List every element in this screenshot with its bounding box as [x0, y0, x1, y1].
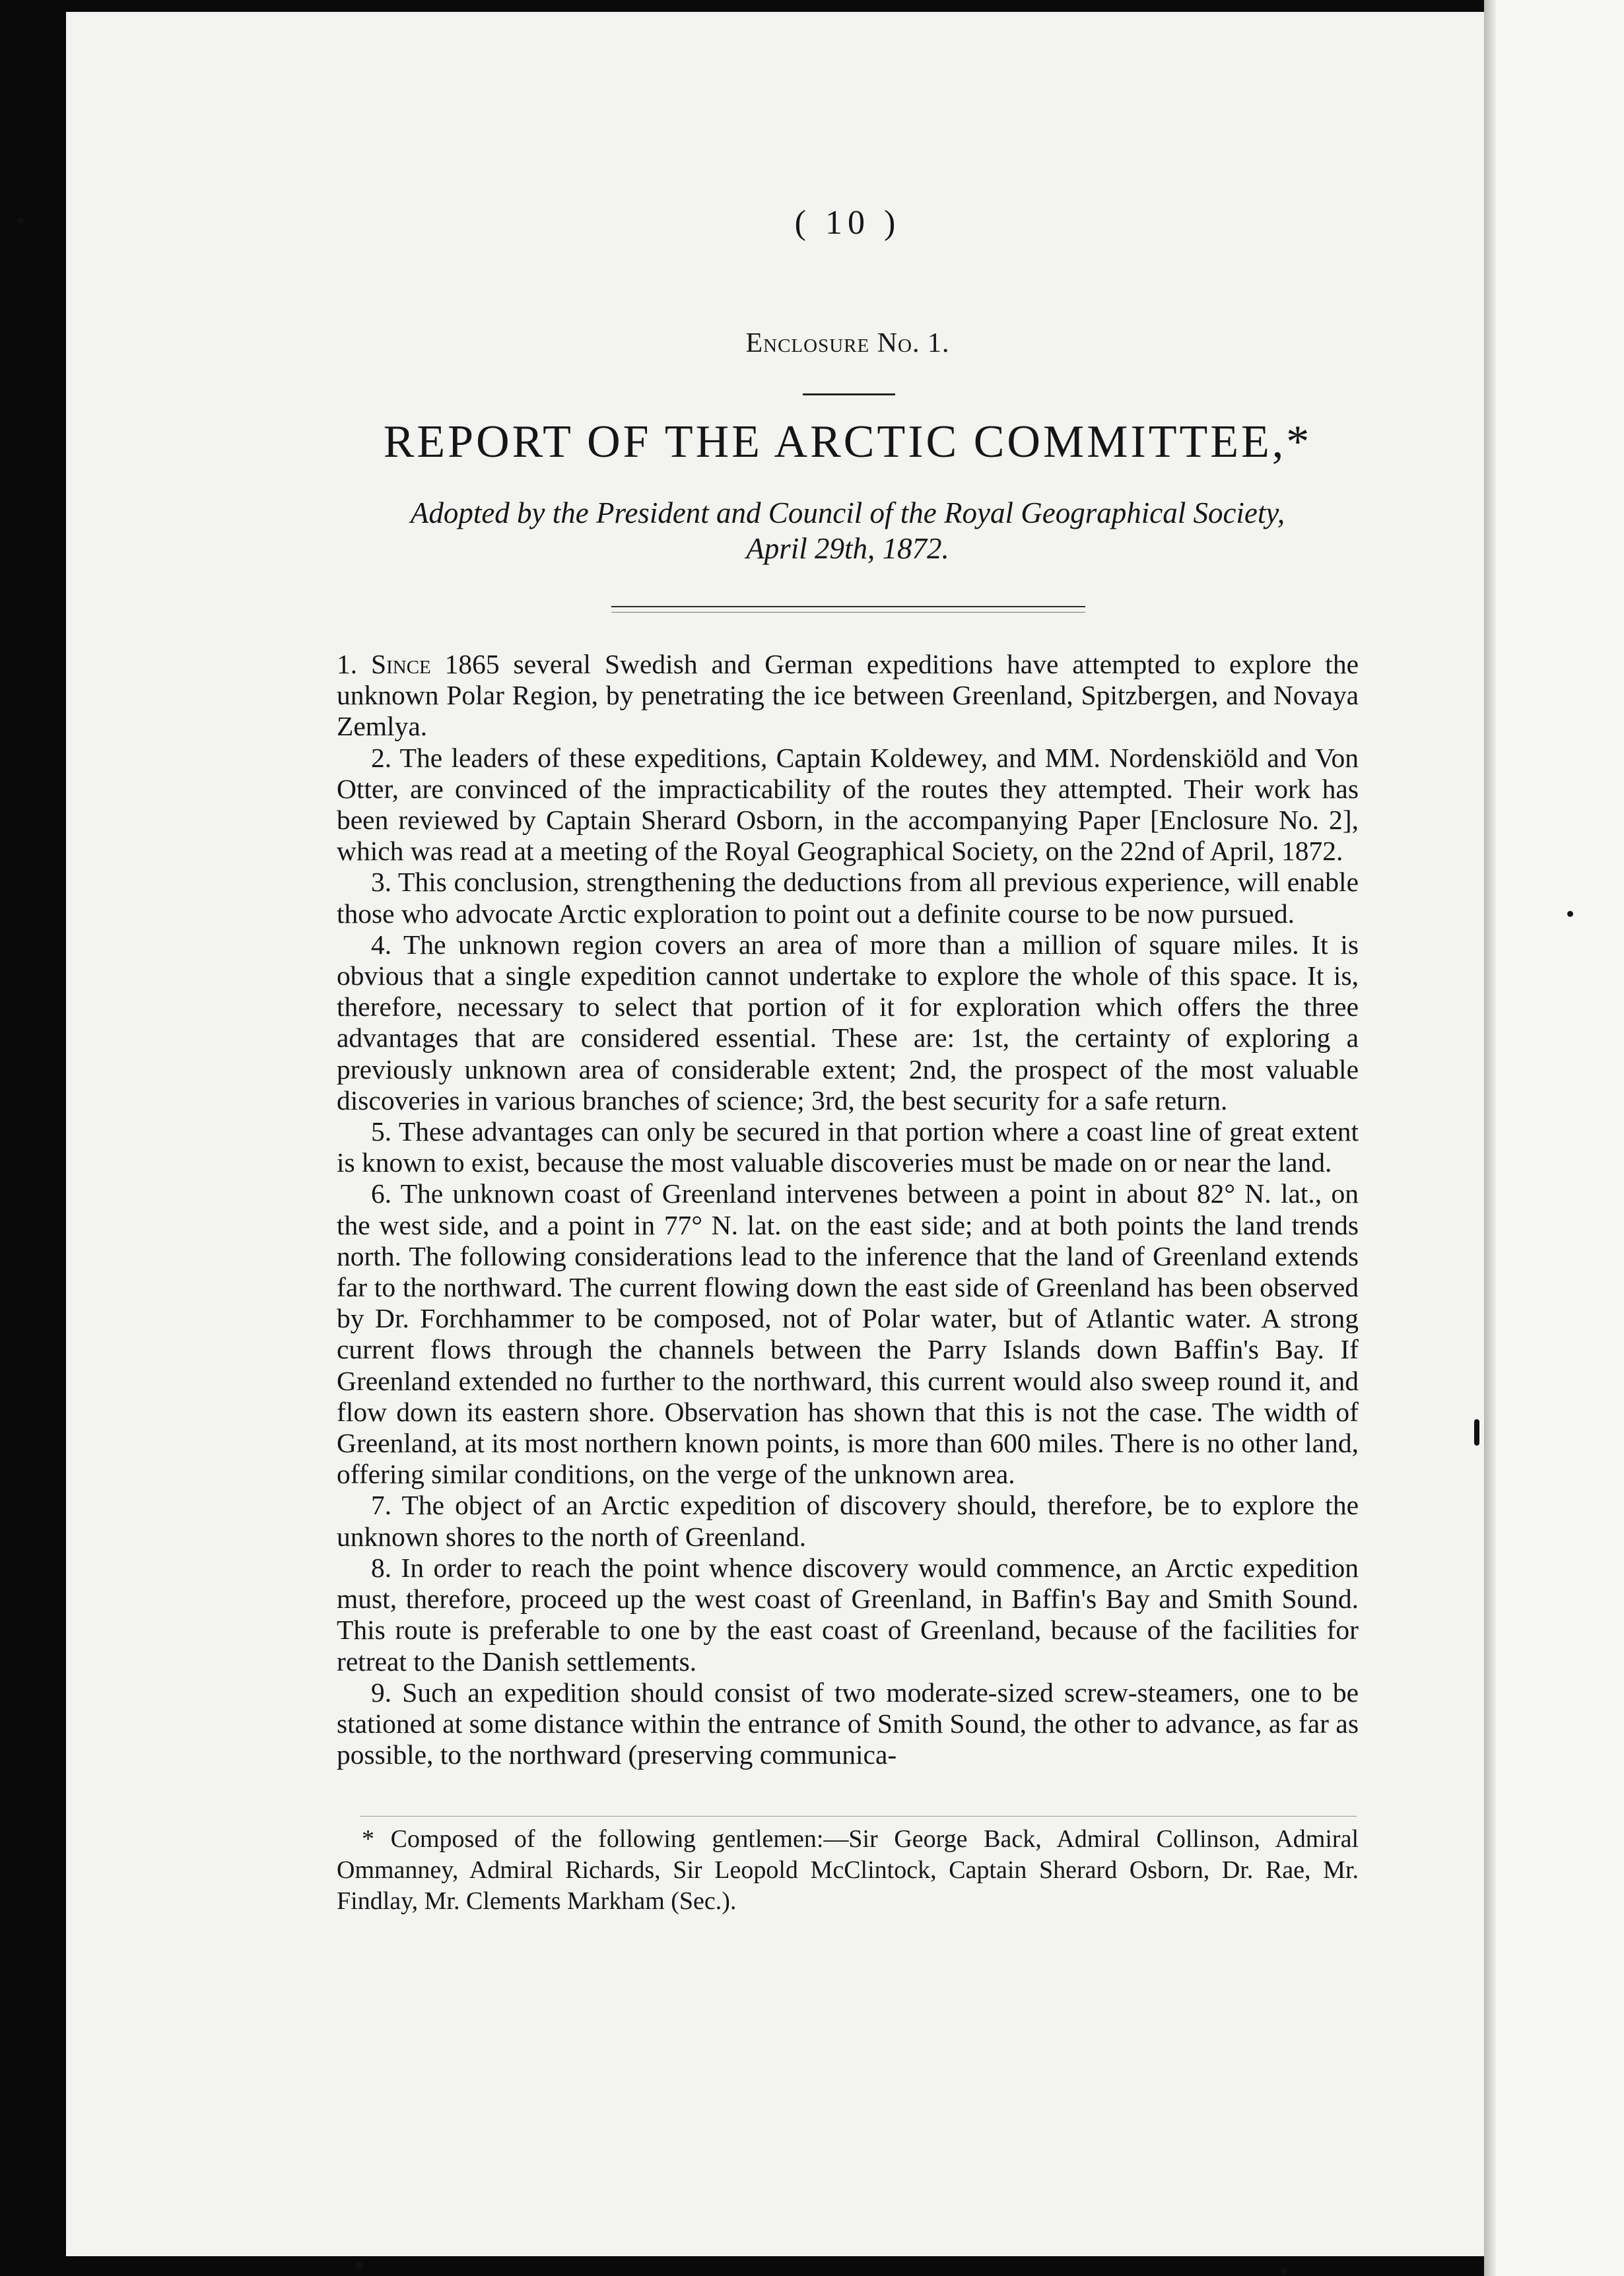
adjacent-page	[1496, 0, 1624, 2276]
subtitle-line-1: Adopted by the President and Council of the Royal Geographical Society,	[410, 496, 1285, 529]
paragraph-4: 4. The unknown region covers an area of more than a million of square miles. It is obvious that a single expedition cannot undertake to explore the whole of this space. It is, therefore, necessary to select that portion of it for exploration which offers the three advantages that are considered essential. These are: 1st, the certainty of exploring a previously unknown area of considerable extent; 2nd, the prospect of the most valuable discoveries in various branches of science; 3rd, the best security for a safe return.	[337, 929, 1359, 1116]
scan-speck	[355, 2261, 363, 2269]
short-divider	[803, 393, 895, 395]
page-edge-shadow	[1484, 0, 1496, 2276]
scan-speck	[1281, 2268, 1287, 2274]
scan-speck	[1567, 911, 1573, 917]
paragraph-3: 3. This conclusion, strengthening the deductions from all previous experience, will enable those who advocate Arctic exploration to point out a definite course to be now pursued.	[337, 867, 1359, 929]
page-number: ( 10 )	[794, 204, 901, 242]
paragraph-9: 9. Such an expedition should consist of two moderate-sized screw-steamers, one to be stationed at some distance within the entrance of Smith Sound, the other to advance, as far as possible, to the northward (preserving communica-	[337, 1677, 1359, 1770]
footnote-text: * Composed of the following gentlemen:—Sir George Back, Admiral Collinson, Admiral Ommanney, Admiral Richards, Sir Leopold McClintock, Captain Sherard Osborn, Dr. Rae, Mr. Findlay, Mr. Clements Markham (Sec.).	[337, 1825, 1359, 1915]
subtitle-line-2: April 29th, 1872.	[746, 532, 949, 565]
paragraph-5: 5. These advantages can only be secured in that portion where a coast line of great extent is known to exist, because the most valuable discoveries must be made on or near the land.	[337, 1116, 1359, 1178]
scan-speck	[17, 218, 24, 223]
report-body	[337, 649, 1359, 1770]
paragraph-6: 6. The unknown coast of Greenland intervenes between a point in about 82° N. lat., on the west side, and a point in 77° N. lat. on the east side; and at both points the land trends north. The following considerations lead to the inference that the land of Greenland extends far to the northward. The current flowing down the east side of Greenland has been observed by Dr. Forchhammer to be composed, not of Polar water, but of Atlantic water. A strong current flows through the channels between the Parry Islands down Baffin's Bay. If Greenland extended no further to the northward, this current would also sweep round it, and flow down its eastern shore. Observation has shown that this is not the case. The width of Greenland, at its most northern known points, is more than 600 miles. There is no other land, offering similar conditions, on the verge of the unknown area.	[337, 1178, 1359, 1490]
paragraph-2: 2. The leaders of these expeditions, Captain Koldewey, and MM. Nordenskiöld and Von Otter, are convinced of the impracticability of the routes they attempted. Their work has been reviewed by Captain Sherard Osborn, in the accompanying Paper [Enclosure No. 2], which was read at a meeting of the Royal Geographical Society, on the 22nd of April, 1872.	[337, 742, 1359, 867]
footnote-divider	[360, 1816, 1357, 1817]
paragraph-text: 1865 several Swedish and German expeditions have attempted to explore the unknown Polar Region, by penetrating the ice between Greenland, Spitzbergen, and Novaya Zemlya.	[337, 649, 1359, 742]
paragraph-8: 8. In order to reach the point whence discovery would commence, an Arctic expedition must, therefore, proceed up the west coast of Greenland, in Baffin's Bay and Smith Sound. This route is preferable to one by the east coast of Greenland, because of the facilities for retreat to the Danish settlements.	[337, 1552, 1359, 1677]
paragraph-1	[337, 649, 1359, 743]
long-divider	[611, 606, 1085, 613]
report-subtitle	[337, 495, 1359, 566]
report-title: REPORT OF THE ARCTIC COMMITTEE,*	[383, 417, 1312, 467]
enclosure-heading: Enclosure No. 1.	[745, 328, 950, 358]
paragraph-lead: 1. Since	[337, 649, 431, 679]
footnote	[337, 1824, 1359, 1917]
scan-speck	[1474, 1419, 1479, 1446]
paragraph-7: 7. The object of an Arctic expedition of discovery should, therefore, be to explore the unknown shores to the north of Greenland.	[337, 1490, 1359, 1552]
scanned-page	[66, 12, 1492, 2256]
